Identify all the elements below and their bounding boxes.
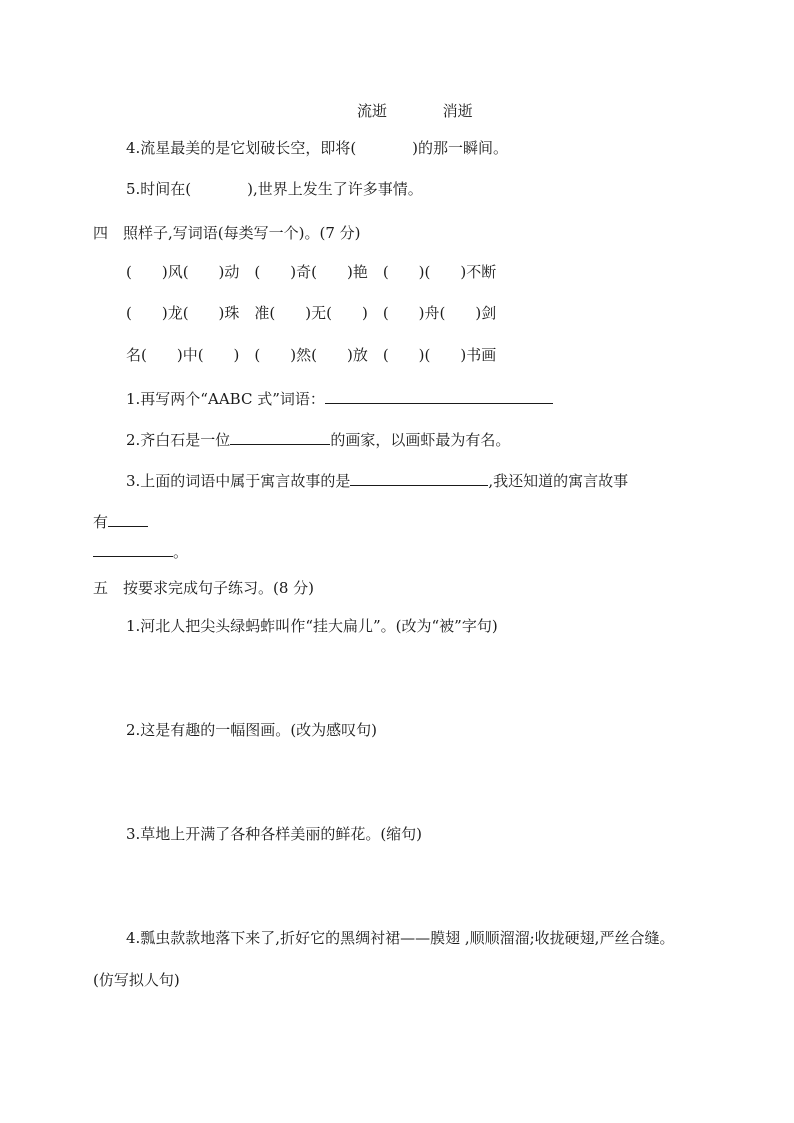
question-3-4 (126, 138, 508, 158)
idiom-row-1[interactable]: ( )风( )动 ( )奇( )艳 ( )( )不断 (126, 263, 497, 281)
section-4-question-2-text-a: 2.齐白石是一位 (126, 431, 231, 449)
question-3-5-text-b: ),世界上发生了许多事情。 (247, 180, 423, 198)
answer-blank[interactable] (108, 511, 148, 527)
section-4-question-2-text-b: 的画家，以画虾最为有名。 (330, 431, 511, 449)
section-5-question-4: 4.瓢虫款款地落下来了,折好它的黑绸衬裙——膜翅 ,顺顺溜溜;收拢硬翅,严丝合缝。 (126, 929, 675, 947)
question-3-4-text-b: )的那一瞬间。 (412, 139, 509, 157)
section-5-question-3: 3.草地上开满了各种各样美丽的鲜花。(缩句) (126, 825, 423, 843)
question-3-5 (126, 179, 423, 199)
section-5-heading (93, 578, 314, 598)
section-4-question-3-end-mark: 。 (173, 543, 189, 561)
section-4-question-3-text-a: 3.上面的词语中属于寓言故事的是 (126, 472, 351, 490)
section-4-question-3-continued (93, 511, 148, 532)
answer-blank[interactable] (350, 470, 488, 486)
answer-blank[interactable] (325, 388, 553, 404)
section-5-title: 按要求完成句子练习。(8 分) (123, 579, 315, 597)
section-4-question-3 (126, 470, 628, 491)
top-word-2: 消逝 (442, 102, 473, 120)
section-5-number: 五 (93, 579, 109, 597)
top-word-row (357, 101, 473, 121)
section-5-question-1: 1.河北人把尖头绿蚂蚱叫作“挂大扁儿”。(改为“被”字句) (126, 617, 498, 635)
question-3-5-text-a: 5.时间在( (126, 180, 192, 198)
section-4-heading (93, 223, 361, 243)
section-4-title: 照样子,写词语(每类写一个)。(7 分) (123, 224, 361, 242)
section-4-number: 四 (93, 224, 109, 242)
idiom-row-3[interactable]: 名( )中( ) ( )然( )放 ( )( )书画 (126, 346, 497, 364)
answer-blank[interactable] (93, 541, 173, 557)
section-4-question-1-text: 1.再写两个“AABC 式”词语： (126, 390, 325, 408)
section-5-question-4-note: (仿写拟人句) (93, 971, 180, 989)
section-4-question-3-text-c: 有 (93, 513, 109, 531)
section-4-question-3-text-b: ,我还知道的寓言故事 (488, 472, 629, 490)
section-5-question-2: 2.这是有趣的一幅图画。(改为感叹句) (126, 721, 378, 739)
idiom-row-2[interactable]: ( )龙( )珠 准( )无( ) ( )舟( )剑 (126, 304, 497, 322)
section-4-question-1 (126, 388, 553, 409)
section-4-question-2 (126, 429, 510, 450)
answer-blank[interactable] (230, 429, 330, 445)
section-4-question-3-end (93, 541, 188, 562)
question-3-4-text-a: 4.流星最美的是它划破长空，即将( (126, 139, 357, 157)
top-word-1: 流逝 (357, 102, 388, 120)
